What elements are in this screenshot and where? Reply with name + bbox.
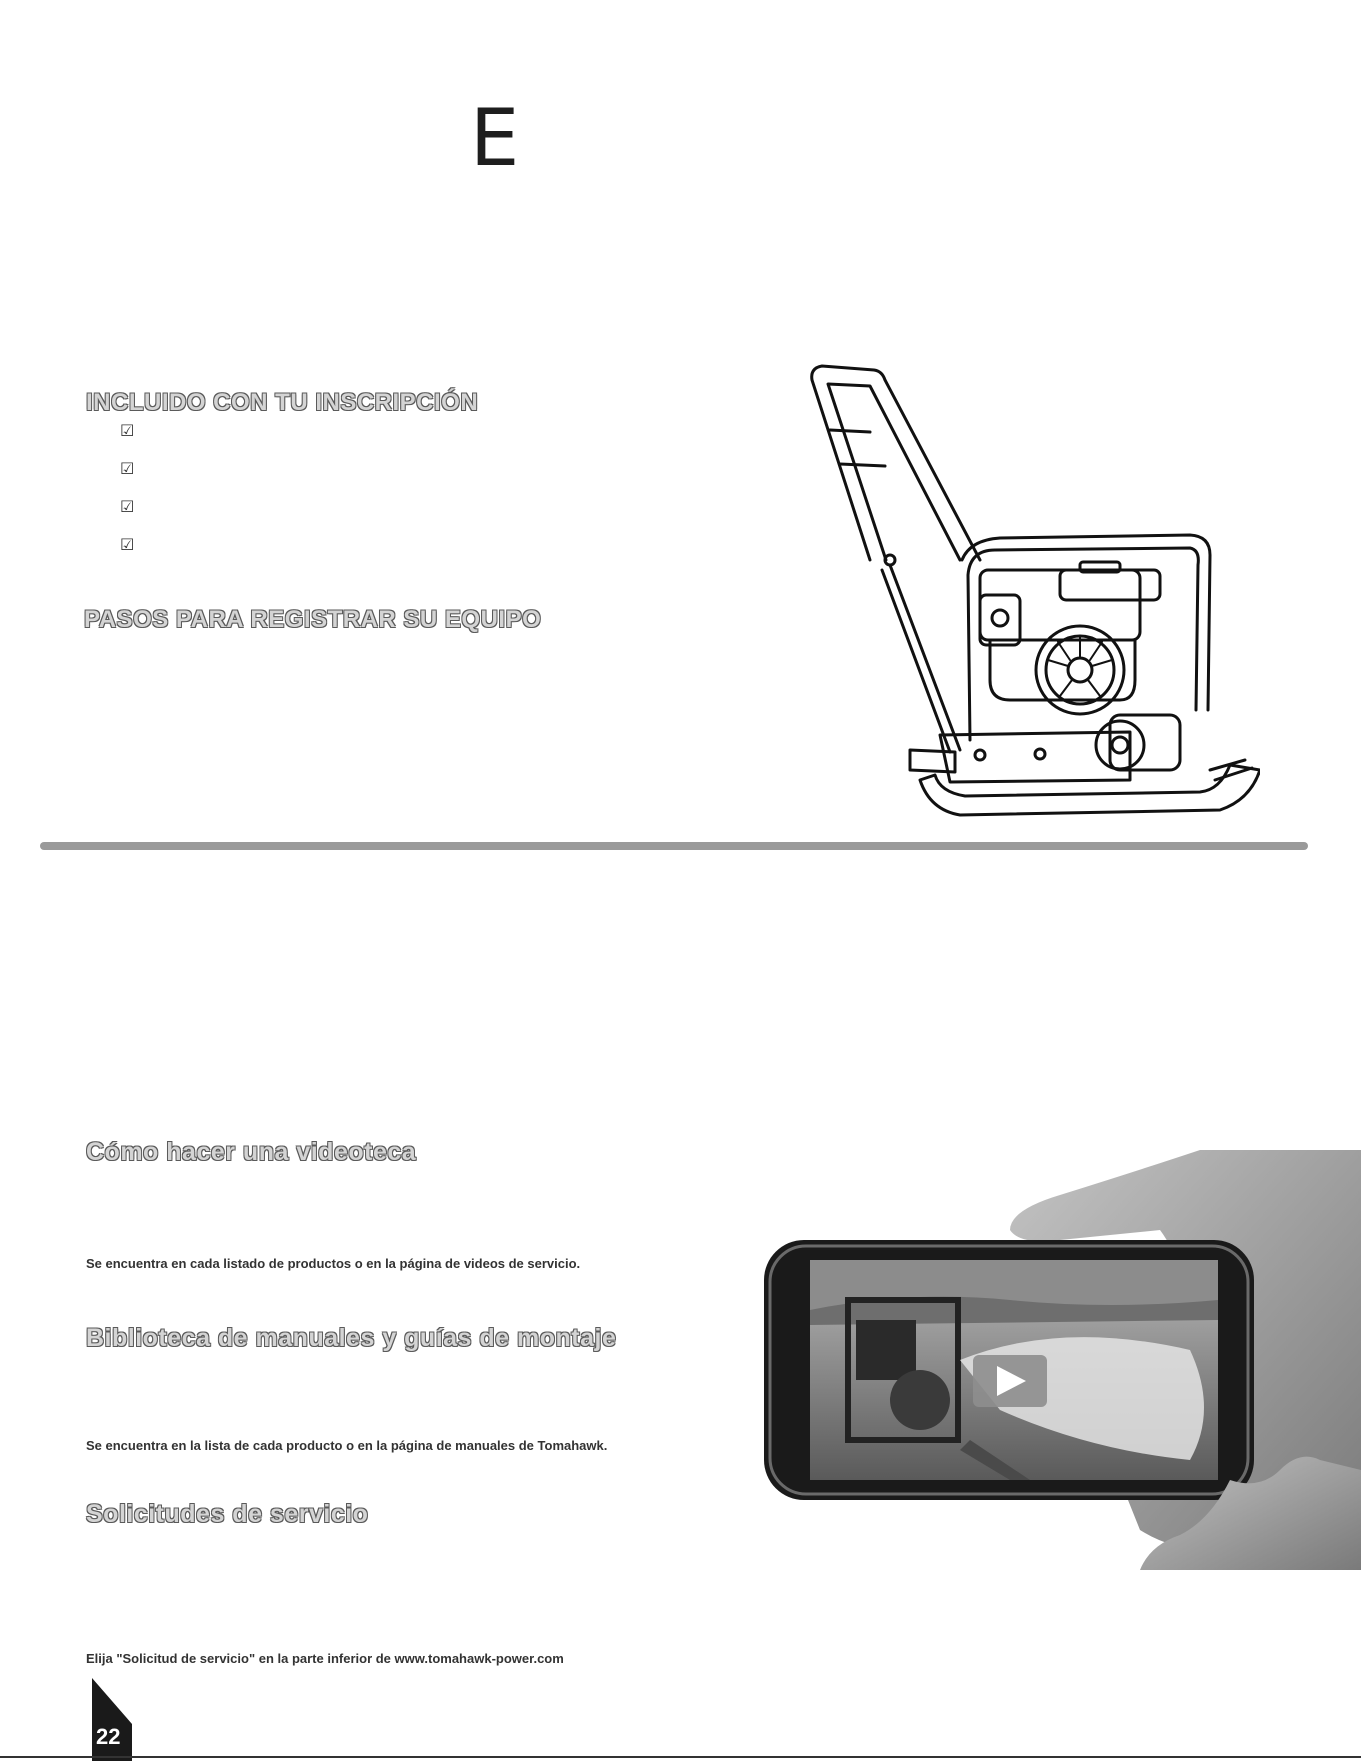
- checkbox-icon: ☑: [120, 421, 135, 440]
- steps-heading: PASOS PARA REGISTRAR SU EQUIPO: [84, 606, 542, 633]
- video-library-heading: Cómo hacer una videoteca: [86, 1138, 417, 1166]
- checkbox-icon: ☑: [120, 459, 135, 478]
- included-heading: INCLUIDO CON TU INSCRIPCIÓN: [86, 389, 479, 416]
- plate-compactor-illustration: [790, 360, 1260, 830]
- play-icon: [973, 1355, 1047, 1407]
- service-requests-heading: Solicitudes de servicio: [86, 1500, 369, 1528]
- footer-line: [0, 1756, 1361, 1758]
- page-number: 22: [96, 1724, 121, 1749]
- checkbox-icon: ☑: [120, 535, 135, 554]
- section-divider: [40, 842, 1308, 850]
- service-requests-note: Elija "Solicitud de servicio" en la parte inferior de www.tomahawk-power.com: [86, 1651, 564, 1666]
- checkbox-icon: ☑: [120, 497, 135, 516]
- page-letter: E: [470, 94, 520, 184]
- video-library-note: Se encuentra en cada listado de productos o en la página de videos de servicio.: [86, 1256, 581, 1271]
- manuals-library-heading: Biblioteca de manuales y guías de montaje: [86, 1324, 617, 1352]
- phone-video-photo: [760, 1150, 1361, 1570]
- manuals-library-note: Se encuentra en la lista de cada producto o en la página de manuales de Tomahawk.: [86, 1438, 608, 1453]
